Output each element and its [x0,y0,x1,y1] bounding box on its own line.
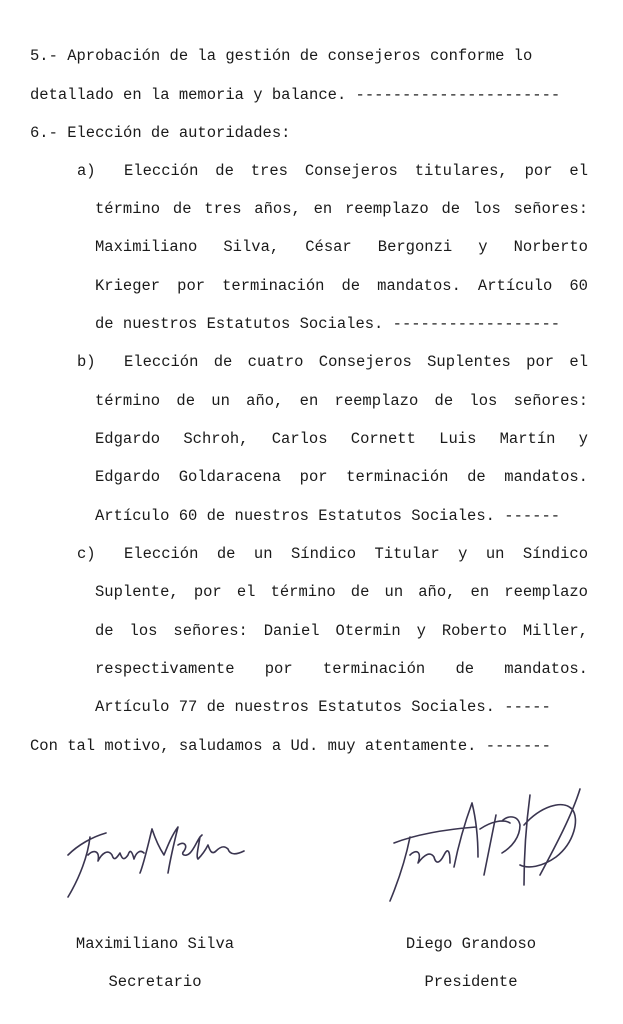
item-5-line-1: 5.- Aprobación de la gestión de consejeros conforme lo [30,47,533,65]
item-6b-line-5: Artículo 60 de nuestros Estatutos Sociales. ------ [95,507,561,525]
item-6b-line-3: Edgardo Schroh, Carlos Cornett Luis Martín y [95,430,588,448]
signature-grandoso-image [380,785,590,910]
item-6a-line-3: Maximiliano Silva, César Bergonzi y Norberto [95,238,588,256]
item-6a-line-2: término de tres años, en reemplazo de los señores: [95,200,588,218]
closing-line: Con tal motivo, saludamos a Ud. muy atentamente. ------- [30,737,551,755]
item-6b-line-2: término de un año, en reemplazo de los señores: [95,392,588,410]
item-6-heading: 6.- Elección de autoridades: [30,124,291,142]
item-6c-line-3: de los señores: Daniel Otermin y Roberto Miller, [95,622,588,640]
item-6a-line-1: Elección de tres Consejeros titulares, por el [124,162,588,180]
signatory-2-name: Diego Grandoso [405,935,537,953]
item-6c-marker: c) [77,545,96,563]
item-5-line-2: detallado en la memoria y balance. ---------------------- [30,86,561,104]
item-6a-marker: a) [77,162,96,180]
signatory-1-role: Secretario [108,973,202,991]
item-6c-line-5: Artículo 77 de nuestros Estatutos Sociales. ----- [95,698,551,716]
item-6c-line-1: Elección de un Síndico Titular y un Síndico [124,545,588,563]
item-6b-line-1: Elección de cuatro Consejeros Suplentes por el [124,353,588,371]
signature-silva-image [60,815,270,910]
item-6c-line-4: respectivamente por terminación de mandatos. [95,660,588,678]
signatory-1-name: Maximiliano Silva [75,935,235,953]
item-6a-line-5: de nuestros Estatutos Sociales. ------------------ [95,315,561,333]
item-6a-line-4: Krieger por terminación de mandatos. Artículo 60 [95,277,588,295]
item-6b-line-4: Edgardo Goldaracena por terminación de mandatos. [95,468,588,486]
item-6b-marker: b) [77,353,96,371]
signatory-2-role: Presidente [424,973,518,991]
item-6c-line-2: Suplente, por el término de un año, en reemplazo [95,583,588,601]
